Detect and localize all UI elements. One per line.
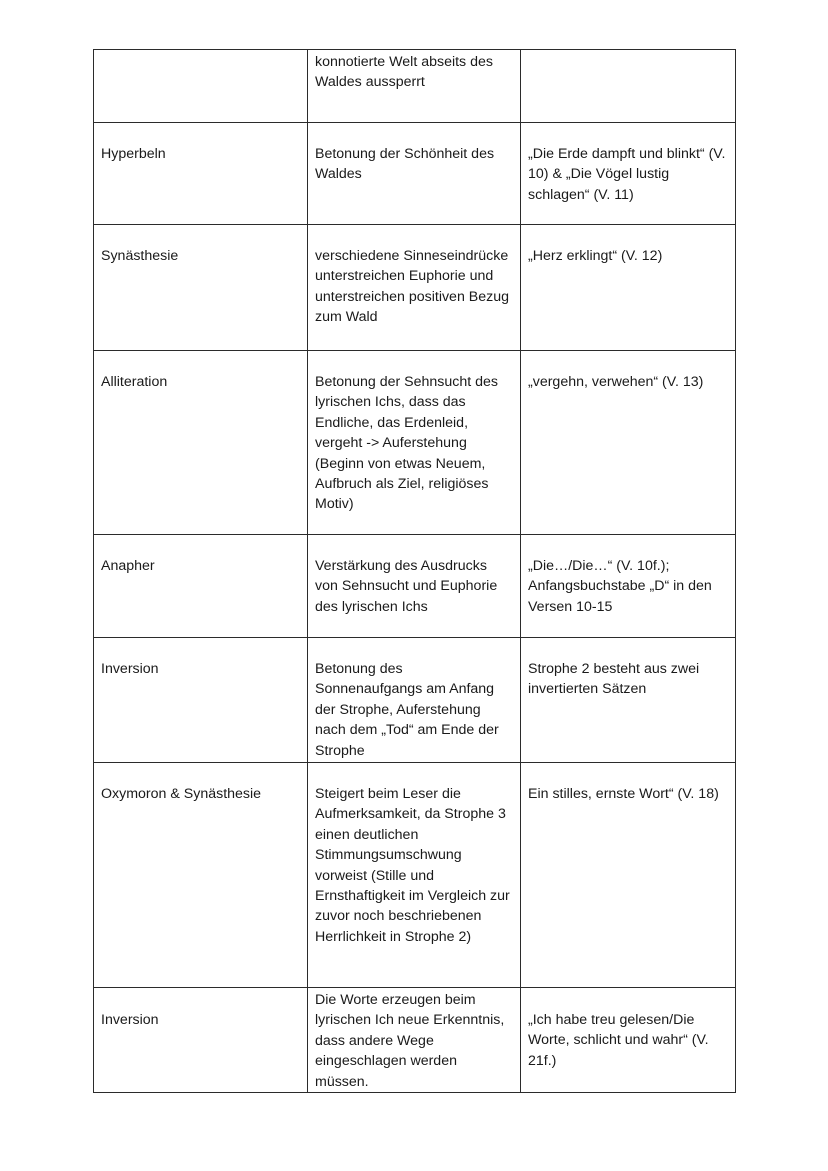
effect-cell: konnotierte Welt abseits des Waldes aussperrt bbox=[308, 50, 521, 123]
device-cell bbox=[94, 50, 308, 123]
device-cell: Inversion bbox=[94, 638, 308, 763]
example-cell: „Die Erde dampft und blinkt“ (V. 10) & „Die Vögel lustig schlagen“ (V. 11) bbox=[521, 123, 736, 225]
table-row bbox=[94, 50, 736, 123]
effect-cell: Betonung der Sehnsucht des lyrischen Ichs, dass das Endliche, das Erdenleid, vergeht -> Auferstehung (Beginn von etwas Neuem, Aufbruch als Ziel, religiöses Motiv) bbox=[308, 351, 521, 535]
effect-cell: Verstärkung des Ausdrucks von Sehnsucht und Euphorie des lyrischen Ichs bbox=[308, 535, 521, 638]
table-row bbox=[94, 351, 736, 535]
effect-cell: Betonung des Sonnenaufgangs am Anfang der Strophe, Auferstehung nach dem „Tod“ am Ende der Strophe bbox=[308, 638, 521, 763]
example-cell: „Herz erklingt“ (V. 12) bbox=[521, 225, 736, 351]
example-cell: „vergehn, verwehen“ (V. 13) bbox=[521, 351, 736, 535]
stylistic-devices-table bbox=[93, 49, 736, 1093]
effect-cell: Steigert beim Leser die Aufmerksamkeit, da Strophe 3 einen deutlichen Stimmungsumschwung vorweist (Stille und Ernsthaftigkeit im Vergleich zur zuvor noch beschriebenen Herrlichkeit in Strophe 2) bbox=[308, 763, 521, 988]
effect-cell: Betonung der Schönheit des Waldes bbox=[308, 123, 521, 225]
table-row bbox=[94, 638, 736, 763]
device-cell: Synästhesie bbox=[94, 225, 308, 351]
table-row bbox=[94, 535, 736, 638]
device-cell: Alliteration bbox=[94, 351, 308, 535]
effect-cell: Die Worte erzeugen beim lyrischen Ich neue Erkenntnis, dass andere Wege eingeschlagen werden müssen. bbox=[308, 988, 521, 1093]
device-cell: Hyperbeln bbox=[94, 123, 308, 225]
example-cell: „Die…/Die…“ (V. 10f.); Anfangsbuchstabe „D“ in den Versen 10-15 bbox=[521, 535, 736, 638]
example-cell: „Ich habe treu gelesen/Die Worte, schlicht und wahr“ (V. 21f.) bbox=[521, 988, 736, 1093]
device-cell: Anapher bbox=[94, 535, 308, 638]
table-row bbox=[94, 988, 736, 1093]
effect-cell: verschiedene Sinneseindrücke unterstreichen Euphorie und unterstreichen positiven Bezug zum Wald bbox=[308, 225, 521, 351]
device-cell: Oxymoron & Synästhesie bbox=[94, 763, 308, 988]
example-cell bbox=[521, 50, 736, 123]
table-row bbox=[94, 225, 736, 351]
example-cell: Strophe 2 besteht aus zwei invertierten Sätzen bbox=[521, 638, 736, 763]
example-cell: Ein stilles, ernste Wort“ (V. 18) bbox=[521, 763, 736, 988]
table-row bbox=[94, 123, 736, 225]
table-row bbox=[94, 763, 736, 988]
device-cell: Inversion bbox=[94, 988, 308, 1093]
